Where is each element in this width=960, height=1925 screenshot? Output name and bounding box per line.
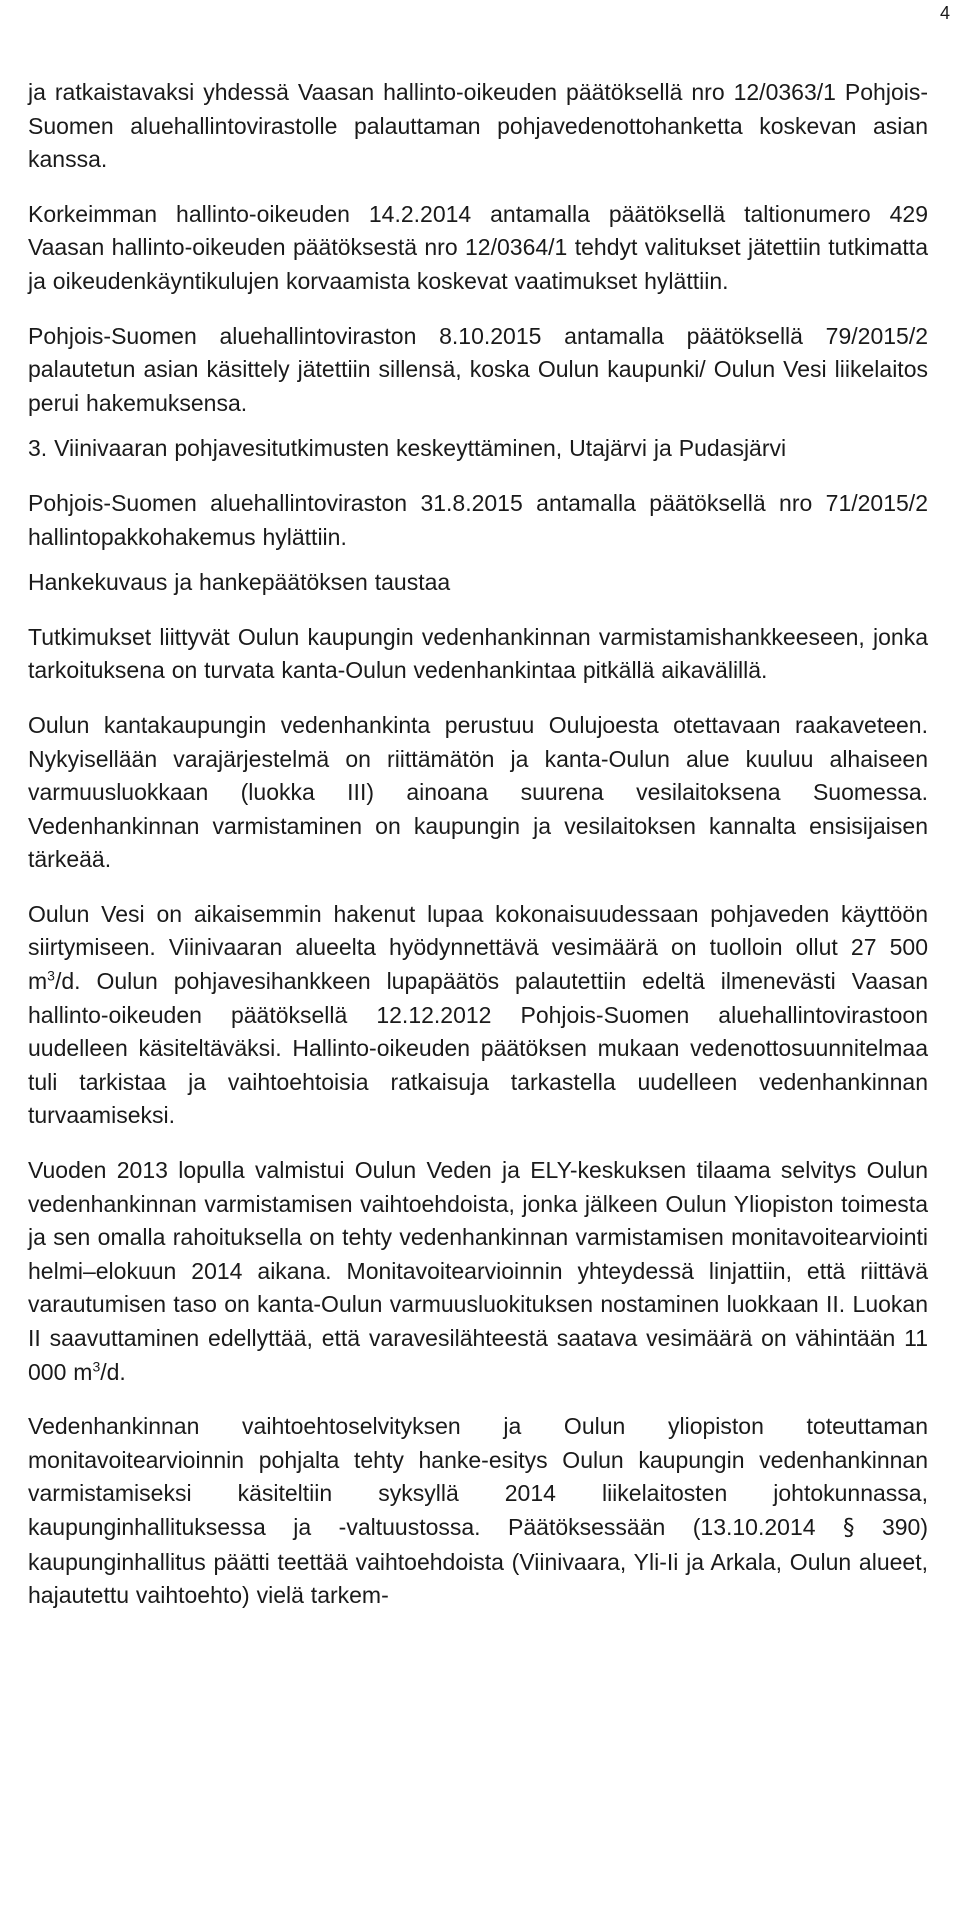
paragraph-3: Pohjois-Suomen aluehallintoviraston 8.10.2015 antamalla päätöksellä 79/2015/2 palautetun asian käsittely jätettiin sillensä, koska Oulun kaupunki/ Oulun Vesi liikelaitos perui hakemuksensa.	[28, 322, 928, 416]
paragraph-9-part-b: 390) kaupunginhallitus päätti teettää vaihtoehdoista (Viinivaara, Yli-Ii ja Arkala, Oulun alueet, hajautettu vaihtoehto) vielä tarkem-	[28, 1513, 928, 1609]
paragraph-5: Tutkimukset liittyvät Oulun kaupungin vedenhankinnan varmistamishankkeeseen, jonka tarkoituksena on turvata kanta-Oulun vedenhankintaa pitkällä aikavälillä.	[28, 623, 928, 684]
paragraph-9-part-a: Vedenhankinnan vaihtoehtoselvityksen ja Oulun yliopiston toteuttaman monitavoitearvioinnin pohjalta tehty hanke-esitys Oulun kaupungin vedenhankinnan varmistamiseksi käsiteltiin syksyllä 2014 liikelaitosten johtokunnassa, kaupunginhallituksessa ja -valtuustossa. Päätöksessään (13.10.2014	[28, 1413, 928, 1540]
section-sign: §	[842, 1514, 855, 1541]
paragraph-1: ja ratkaistavaksi yhdessä Vaasan hallinto-oikeuden päätöksellä nro 12/0363/1 Pohjois-Suomen aluehallintovirastolle palauttaman pohjavedenottohanketta koskevan asian kanssa.	[28, 79, 928, 173]
paragraph-8	[28, 1154, 928, 1389]
superscript-3: 3	[92, 1357, 101, 1374]
superscript-3: 3	[47, 967, 55, 984]
paragraph-8-part-b: /d.	[100, 1358, 126, 1385]
section-heading-background: Hankekuvaus ja hankepäätöksen taustaa	[28, 569, 451, 596]
paragraph-6: Oulun kantakaupungin vedenhankinta perustuu Oulujoesta otettavaan raakaveteen. Nykyisellään varajärjestelmä on riittämätön ja kanta-Oulun alue kuuluu alhaiseen varmuusluokkaan (luokka III) ainoana suurena vesilaitoksena Suomessa. Vedenhankinnan varmistaminen on kaupungin ja vesilaitoksen kannalta ensisijaisen tärkeää.	[28, 711, 928, 873]
paragraph-7	[28, 898, 928, 1133]
paragraph-9	[28, 1410, 928, 1613]
paragraph-7-part-b: /d. Oulun pohjavesihankkeen lupapäätös palautettiin edeltä ilmenevästi Vaasan hallinto-oikeuden päätöksellä 12.12.2012 Pohjois-Suomen aluehallintovirastoon uudelleen käsiteltäväksi. Hallinto-oikeuden päätöksen mukaan vedenottosuunnitelmaa tuli tarkistaa ja vaihtoehtoisia ratkaisuja tarkastella uudelleen vedenhankinnan turvaamiseksi.	[28, 968, 928, 1129]
paragraph-2: Korkeimman hallinto-oikeuden 14.2.2014 antamalla päätöksellä taltionumero 429 Vaasan hallinto-oikeuden päätöksestä nro 12/0364/1 tehdyt valitukset jätettiin tutkimatta ja oikeudenkäyntikulujen korvaamista koskevat vaatimukset hylättiin.	[28, 200, 928, 294]
document-body	[28, 76, 928, 1634]
paragraph-8-part-a: Vuoden 2013 lopulla valmistui Oulun Veden ja ELY-keskuksen tilaama selvitys Oulun vedenhankinnan varmistamisen vaihtoehdoista, jonka jälkeen Oulun Yliopiston toimesta ja sen omalla rahoituksella on tehty vedenhankinnan varmistamisen monitavoitearviointi helmi–elokuun 2014 aikana. Monitavoitearvioinnin yhteydessä linjattiin, että riittävä varautumisen taso on kanta-Oulun varmuusluokituksen nostaminen luokkaan II. Luokan II saavuttaminen edellyttää, että varavesilähteestä saatava vesimäärä on vähintään 11 000 m	[28, 1157, 928, 1385]
paragraph-4: Pohjois-Suomen aluehallintoviraston 31.8.2015 antamalla päätöksellä nro 71/2015/2 hallintopakkohakemus hylättiin.	[28, 489, 928, 550]
section-heading-3: 3. Viinivaaran pohjavesitutkimusten keskeyttäminen, Utajärvi ja Pudasjärvi	[28, 435, 787, 462]
paragraph-7-part-a: Oulun Vesi on aikaisemmin hakenut lupaa kokonaisuudessaan pohjaveden käyttöön siirtymiseen. Viinivaaran alueelta hyödynnettävä vesimäärä on tuolloin ollut 27 500 m	[28, 900, 928, 995]
page-number: 4	[939, 3, 950, 23]
